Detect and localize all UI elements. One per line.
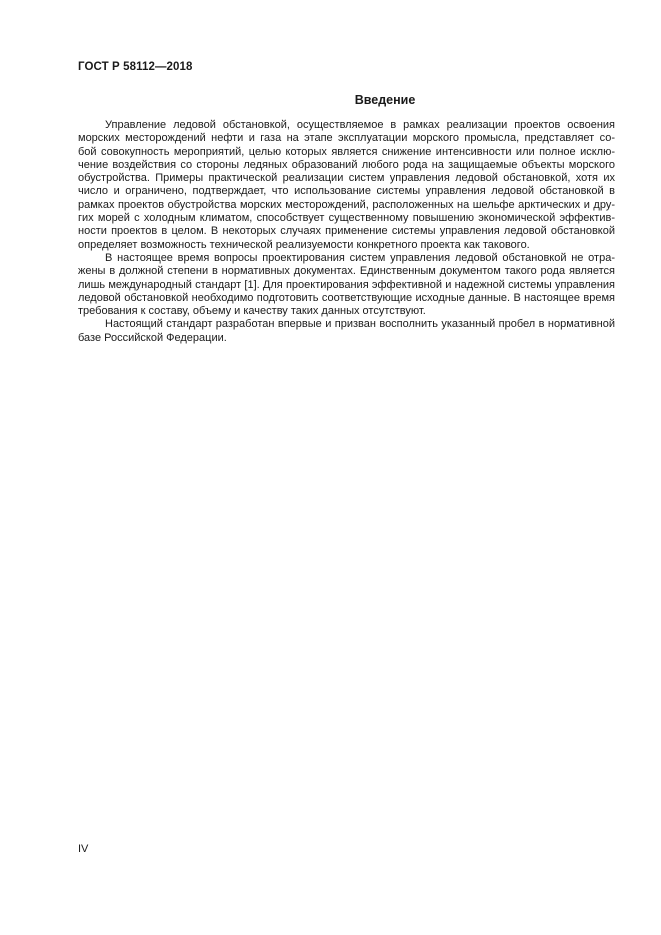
text-line: бой совокупность мероприятий, целью которых является снижение интенсивности или полное исклю-: [78, 145, 615, 158]
text-line: ледовой обстановкой необходимо подготовить соответствующие исходные данные. В настоящее время: [78, 291, 615, 304]
text-line: рамках проектов обустройства морских месторождений, расположенных на шельфе арктических и дру-: [78, 198, 615, 211]
text-line: число и ограничено, подтверждает, что использование системы управления ледовой обстановкой в: [78, 185, 615, 198]
paragraph: [78, 318, 615, 345]
text-line: жены в должной степени в нормативных документах. Единственным документом такого рода является: [78, 265, 615, 278]
text-line: базе Российской Федерации.: [78, 331, 227, 344]
text-line: Управление ледовой обстановкой, осуществляемое в рамках реализации проектов освоения: [105, 119, 615, 131]
paragraph: [78, 252, 615, 318]
section-title: Введение: [354, 93, 416, 107]
text-line: чение воздействия со стороны ледяных образований любого рода на защищаемые объекты морского: [78, 158, 615, 171]
text-line: ности проектов в целом. В некоторых случаях применение системы управления ледовой обстановкой: [78, 225, 615, 238]
text-line: требования к составу, объему и качеству таких данных отсутствуют.: [78, 305, 426, 318]
document-header: ГОСТ Р 58112—2018: [78, 61, 193, 73]
introduction-body: [78, 119, 615, 345]
text-line: В настоящее время вопросы проектирования систем управления ледовой обстановкой не отра-: [105, 251, 615, 264]
page-number: IV: [78, 843, 89, 855]
text-line: определяет возможность технической реализуемости конкретного проекта как такового.: [78, 238, 530, 251]
text-line: обустройства. Примеры практической реализации систем управления ледовой обстановкой, хотя их: [78, 172, 615, 185]
text-line: морских месторождений нефти и газа на этапе эксплуатации морского промысла, представляет со-: [78, 132, 615, 145]
text-line: лишь международный стандарт [1]. Для проектирования эффективной и надежной системы управления: [78, 278, 615, 291]
text-line: Настоящий стандарт разработан впервые и призван восполнить указанный пробел в нормативной: [105, 318, 615, 331]
text-line: гих морей с холодным климатом, способствует существенному повышению экономической эффектив-: [78, 212, 615, 225]
paragraph: [78, 119, 615, 252]
